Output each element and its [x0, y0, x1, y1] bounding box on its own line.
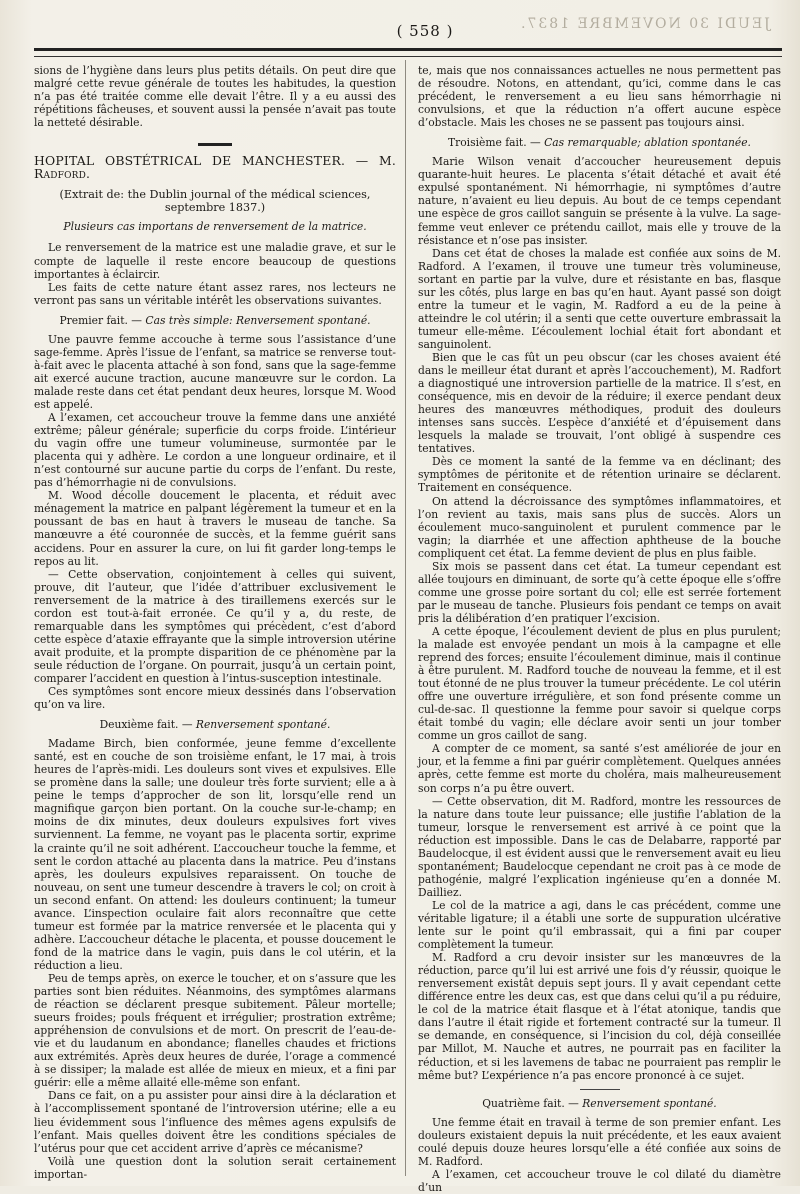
- paragraph: Dans ce fait, on a pu assister pour ainsi dire à la déclaration et à l’accomplissement spontané de l’introversion utérine; elle a eu lieu évidemment sous l’influence des mêmes agens expulsifs de l’enfant. Mais quelles doivent être les conditions spéciales de l’utérus pour que cet accident arrive d’après ce mécanisme?: [34, 1089, 396, 1155]
- fact-heading-4: Quatrième fait. — Renversement spontané.: [482, 1096, 717, 1110]
- paragraph: te, mais que nos connaissances actuelles ne nous permettent pas de résoudre. Notons, en attendant, qu’ici, comme dans le cas précédent, le renversement a eu lieu sans hémorrhagie ni convulsions, et que la réduction n’a offert aucune espèce d’obstacle. Mais les choses ne se passent pas toujours ainsi.: [418, 64, 781, 130]
- paragraph: Voilà une question dont la solution serait certainement importan-: [34, 1154, 396, 1181]
- paragraph: Le col de la matrice a agi, dans le cas précédent, comme une véritable ligature; il a établi une sorte de suppuration ulcérative lente sur le point qu’il embrassait, qui a fini par couper complètement la tumeur.: [418, 898, 781, 952]
- paragraph: A compter de ce moment, sa santé s’est améliorée de jour en jour, et la femme a fini par guérir complètement. Quelques années après, cette femme est morte du choléra, mais malheureusement son corps n’a pu être ouvert.: [418, 742, 781, 795]
- paragraph: Dès ce moment la santé de la femme va en déclinant; des symptômes de péritonite et de rétention urinaire se déclarent. Traitement en conséquence.: [418, 455, 781, 495]
- article-source: (Extrait de: the Dublin journal of the médical sciences, septembre 1837.): [59, 188, 371, 215]
- paragraph: Peu de temps après, on exerce le toucher, et on s’assure que les parties sont bien réduites. Néanmoins, des symptômes alarmans de réaction se déclarent presque subitement. Pâleur mortelle; sueurs froides; pouls fréquent et irrégulier; prostration extrême; appréhension de convulsions et de mort. On prescrit de l’eau-de-vie et du laudanum en abondance; flanelles chaudes et frictions aux extrémités. Après deux heures de durée, l’orage a commencé à se dissiper; la malade est allée de mieux en mieux, et a fini par guérir: elle a même allaité elle-même son enfant.: [34, 972, 396, 1090]
- paragraph: M. Wood décolle doucement le placenta, et réduit avec ménagement la matrice en palpant légèrement la tumeur et en la poussant de bas en haut à travers le museau de tanche. Sa manœuvre a été couronnée de succès, et la femme guérit sans accidens. Pour en assurer la cure, on lui fit garder long-temps le repos au lit.: [34, 489, 396, 568]
- paragraph: Ces symptômes sont encore mieux dessinés dans l’observation qu’on va lire.: [34, 685, 396, 712]
- page-header: [30, 10, 780, 50]
- paragraph: Madame Birch, bien conformée, jeune femme d’excellente santé, est en couche de son troisième enfant, le 17 mai, à trois heures de l’après-midi. Les douleurs sont vives et expulsives. Elle se promène dans la salle; une douleur très forte survient; elle a à peine le temps d’approcher de son lit, lorsqu’elle rend un magnifique garçon bien portant. On la couche sur-le-champ; en moins de dix minutes, deux douleurs expulsives fort vives surviennent. La femme, ne voyant pas le placenta sortir, exprime la crainte qu’il ne soit adhérent. L’accoucheur touche la femme, et sent le cordon attaché au placenta dans la matrice. Peu d’instans après, les douleurs expulsives reparaissent. On touche de nouveau, on sent une tumeur descendre à travers le col; on croit à un second enfant. On attend: les douleurs continuent; la tumeur avance. L’inspection oculaire fait alors reconnaître que cette tumeur est formée par la matrice renversée et le placenta qui y adhère. L’accoucheur détache le placenta, et pousse doucement le fond de la matrice dans le vagin, puis dans le col utérin, et la réduction a lieu.: [34, 737, 396, 972]
- fact-heading-2: Deuxième fait. — Renversement spontané.: [99, 718, 331, 732]
- paragraph: — Cette observation, conjointement à celles qui suivent, prouve, dit l’auteur, que l’idée d’attribuer exclusivement le renversement de la matrice à des tiraillemens exercés sur le cordon est tout-à-fait erronée. Ce qu’il y a, du reste, de remarquable dans les symptômes qui précèdent, c’est d’abord cette espèce d’ataxie effrayante que la simple introversion utérine avait produite, et la prompte disparition de ce phénomène par la seule réduction de l’organe. On pourrait, jusqu’à un certain point, comparer l’accident en question à l’intus-susception intestinale.: [34, 567, 396, 685]
- paragraph: A cette époque, l’écoulement devient de plus en plus purulent; la malade est envoyée pendant un mois à la campagne et elle reprend des forces; ensuite l’écoulement diminue, mais il continue à être purulent. M. Radford touche de nouveau la femme, et il est tout étonné de ne plus trouver la tumeur précédente. Le col utérin offre une ouverture irrégulière, et son fond présente comme un cul-de-sac. Il questionne la femme pour savoir si quelque corps était tombé du vagin; elle déclare avoir senti un jour tomber comme un gros caillot de sang.: [418, 624, 781, 743]
- author-name: Radford.: [34, 166, 91, 182]
- bleed-through-text: JEUDI 30 NOVEMBRE 1837.: [519, 16, 770, 32]
- paragraph: Les faits de cette nature étant assez rares, nos lecteurs ne verront pas sans un véritable intérêt les observations suivantes.: [34, 280, 396, 307]
- paragraph: Six mois se passent dans cet état. La tumeur cependant est allée toujours en diminuant, de sorte qu’à cette époque elle s’offre comme une grosse poire sortant du col; elle est serrée fortement par le museau de tanche. Plusieurs fois pendant ce temps on avait pris la délibération d’en pratiquer l’excision.: [418, 559, 781, 625]
- paragraph: Une pauvre femme accouche à terme sous l’assistance d’une sage-femme. Après l’issue de l’enfant, sa matrice se renverse tout-à-fait avec le placenta attaché à son fond, sans que la sage-femme ait exercé aucune traction, aucune manœuvre sur le cordon. La malade reste dans cet état pendant deux heures, lorsque M. Wood est appelé.: [34, 332, 396, 411]
- paragraph: On attend la décroissance des symptômes inflammatoires, et l’on revient au taxis, mais sans plus de succès. Alors un écoulement muco-sanguinolent et purulent commence par le vagin; la diarrhée et une affection aphtheuse de la bouche compliquent cet état. La femme devient de plus en plus faible.: [418, 494, 781, 560]
- article-subtitle: Plusieurs cas importans de renversement de la matrice.: [63, 220, 367, 234]
- paragraph: Dans cet état de choses la malade est confiée aux soins de M. Radford. A l’examen, il trouve une tumeur très volumineuse, sortant en partie par la vulve, dure et résistante en bas, flasque sur les côtés, plus large en bas qu’en haut. Ayant passé son doigt entre la tumeur et le vagin, M. Radford a eu de la peine à atteindre le col utérin; il a senti que cette ouverture embrassait la tumeur elle-même. L’écoulement lochial était fort abondant et sanguinolent.: [418, 246, 781, 351]
- column-divider: [405, 60, 406, 1176]
- left-column: [34, 64, 396, 1181]
- paragraph: Une femme était en travail à terme de son premier enfant. Les douleurs existaient depuis la nuit précédente, et les eaux avaient coulé depuis douze heures lorsqu’elle a été confiée aux soins de M. Radford.: [418, 1115, 781, 1168]
- paragraph: Bien que le cas fût un peu obscur (car les choses avaient été dans le meilleur état durant et après l’accouchement), M. Radfort a diagnostiqué une introversion partielle de la matrice. Il s’est, en conséquence, mis en devoir de la réduire; il exerce pendant deux heures des manœuvres méthodiques, produit des douleurs intenses sans succès. L’espèce d’anxiété et d’épuisement dans lesquels la malade se trouvait, l’ont obligé à suspendre ces tentatives.: [418, 350, 781, 456]
- paragraph: A l’examen, cet accoucheur trouve le col dilaté du diamètre d’un: [418, 1167, 781, 1194]
- paragraph: Le renversement de la matrice est une maladie grave, et sur le compte de laquelle il reste encore beaucoup de questions importantes à éclaircir.: [34, 241, 396, 281]
- article-title: HOPITAL OBSTÉTRICAL DE MANCHESTER. — M. Radford.: [34, 153, 396, 182]
- fact-heading-1: Premier fait. — Cas très simple: Renversement spontané.: [59, 313, 371, 327]
- short-rule: [580, 1089, 620, 1090]
- section-separator: [198, 143, 232, 146]
- header-rule: [34, 48, 782, 57]
- right-column: [418, 64, 782, 1194]
- page-number: ( 558 ): [396, 22, 454, 40]
- paragraph: M. Radford a cru devoir insister sur les manœuvres de la réduction, parce qu’il lui est arrivé une fois d’y réussir, quoique le renversement existât depuis sept jours. Il y avait cependant cette différence entre les deux cas, est que dans celui qu’il a pu réduire, le col de la matrice était flasque et à l’état atonique, tandis que dans l’autre il était rigide et fortement contracté sur la tumeur. Il se demande, en conséquence, si l’incision du col, déjà conseillée par Millot, M. Nauche et autres, ne pourrait pas en faciliter la réduction, et si les lavemens de tabac ne pourraient pas remplir le même but? L’expérience n’a pas encore prononcé à ce sujet.: [418, 951, 781, 1082]
- fact-heading-3: Troisième fait. — Cas remarquable; ablation spontanée.: [448, 136, 751, 150]
- paragraph: A l’examen, cet accoucheur trouve la femme dans une anxiété extrême; pâleur générale; superficie du corps froide. L’intérieur du vagin offre une tumeur volumineuse, surmontée par le placenta qui y adhère. Le cordon a une longueur ordinaire, et il n’est contourné sur aucune partie du corps de l’enfant. Du reste, pas d’hémorrhagie ni de convulsions.: [34, 411, 396, 490]
- intro-end-paragraph: sions de l’hygiène dans leurs plus petits détails. On peut dire que malgré cette revue générale de toutes les habitudes, la question n’a pas été traitée comme elle devait l’être. Il y a eu aussi des répétitions fâcheuses, et souvent aussi la pensée n’avait pas toute la netteté désirable.: [34, 64, 396, 130]
- paragraph: Marie Wilson venait d’accoucher heureusement depuis quarante-huit heures. Le placenta s’était détaché et avait été expulsé spontanément. Ni hémorrhagie, ni symptômes d’autre nature, n’avaient eu lieu depuis. Au bout de ce temps cependant une espèce de gros caillot sanguin se présente à la vulve. La sage-femme veut enlever ce prétendu caillot, mais elle y trouve de la résistance et n’ose pas insister.: [418, 155, 781, 247]
- paragraph: — Cette observation, dit M. Radford, montre les ressources de la nature dans toute leur puissance; elle justifie l’ablation de la tumeur, lorsque le renversement est arrivé à ce point que la réduction est impossible. Dans le cas de Delabarre, rapporté par Baudelocque, il est évident aussi que le renversement avait eu lieu spontanément; Baudelocque cependant ne croit pas à ce mode de pathogénie, malgré l’explication ingénieuse qu’en a donnée M. Dailliez.: [418, 794, 782, 899]
